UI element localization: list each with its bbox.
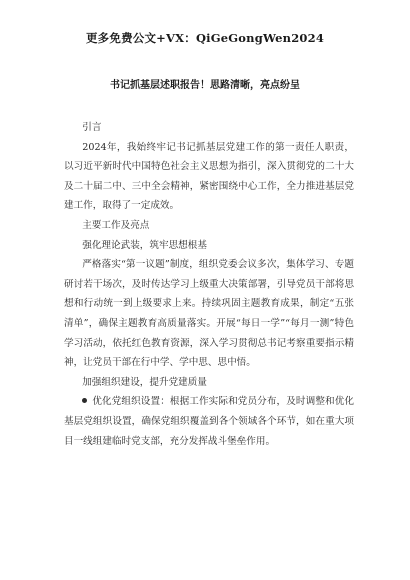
sub-heading-organization: 加强组织建设，提升党建质量 [82,376,207,388]
main-section-heading: 主要工作及亮点 [82,219,150,231]
sub-heading-theory: 强化理论武装，筑牢思想根基 [82,239,207,251]
bullet-text: 优化党组织设置：根据工作实际和党员分布，及时调整和优化基层党组织设置，确保党组织覆盖到各个领域各个环节，如在重大项目一线组建临时党支部，充分发挥战斗堡垒作用。 [64,396,354,447]
intro-paragraph: 2024年，我始终牢记书记抓基层党建工作的第一责任人职责，以习近平新时代中国特色社会主义思想为指引，深入贯彻党的二十大及二十届二中、三中全会精神，紧密围绕中心工作，全力推进基层党建工作，取得了一定成效。 [64,141,354,212]
intro-heading: 引言 [82,122,102,133]
document-title: 书记抓基层述职报告！思路清晰，亮点纷呈 [110,80,300,91]
bullet-list [64,392,354,451]
paragraph-theory: 严格落实“第一议题”制度，组织党委会议多次，集体学习、专题研讨若干场次，及时传达学习上级重大决策部署，引导党员干部将思想和行动统一到上级要求上来。持续巩固主题教育成果，制定“五张清单”，确保主题教育高质量落实。开展“每日一学”“每月一测”特色学习活动，依托红色教育资源，深入学习贯彻总书记考察重要指示精神，让党员干部在行中学、学中思、思中悟。 [64,259,354,369]
header-watermark-text: 更多免费公文+VX：QiGeGongWen2024 [85,31,325,45]
document-body [64,118,354,451]
list-item [64,392,354,451]
bullet-dot-icon [82,398,87,403]
